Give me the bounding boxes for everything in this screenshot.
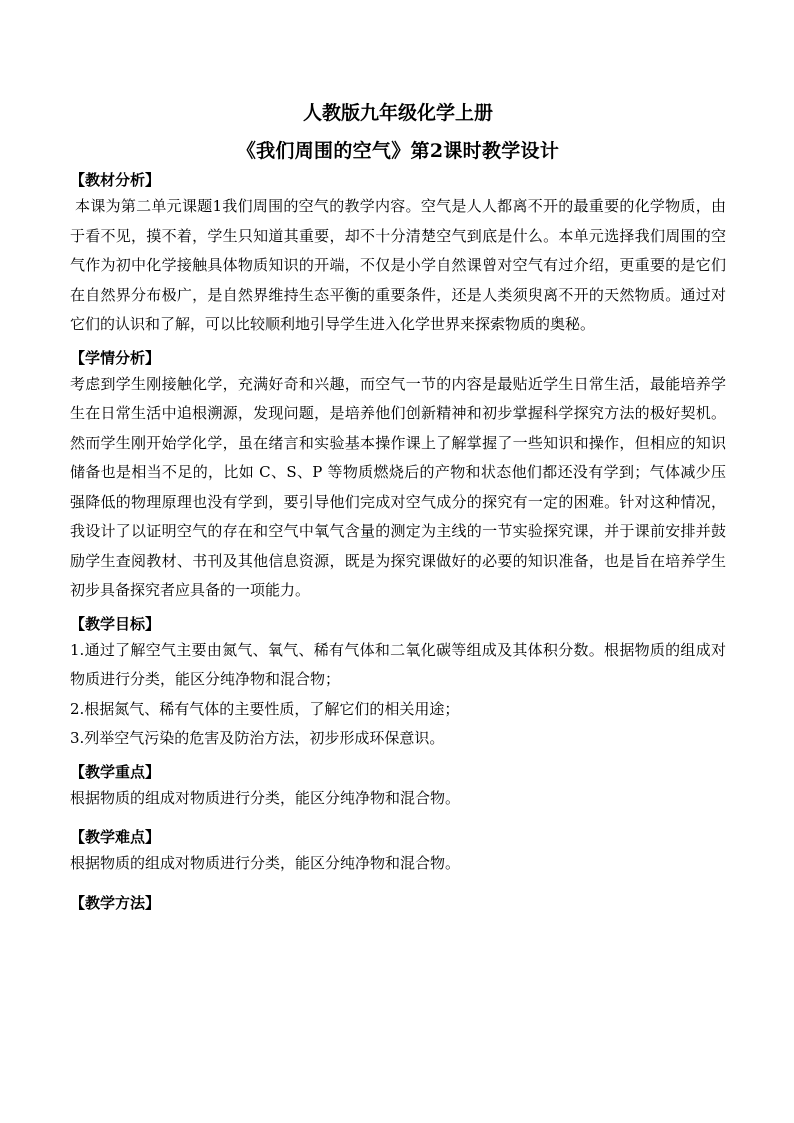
objective-item: 1.通过了解空气主要由氮气、氧气、稀有气体和二氧化碳等组成及其体积分数。根据物质的组成对物质进行分类，能区分纯净物和混合物； [70,640,726,688]
section-heading-difficulties: 【教学难点】 [70,828,161,846]
section-heading-material: 【教材分析】 [70,171,161,189]
section-text-key-points: 根据物质的组成对物质进行分类，能区分纯净物和混合物。 [70,788,461,807]
section-heading-students: 【学情分析】 [70,348,161,367]
section-difficulties [70,825,726,879]
section-material-analysis [70,168,726,340]
document-content [70,100,726,915]
section-key-points [70,760,726,814]
document-subtitle: 《我们周围的空气》第2课时教学设计 [236,140,560,162]
section-heading-methods: 【教学方法】 [70,893,161,912]
section-text-students: 考虑到学生刚接触化学，充满好奇和兴趣，而空气一节的内容是最贴近学生日常生活，最能培养学生在日常生活中追根溯源，发现问题，是培养他们创新精神和初步掌握科学探究方法的极好契机。然而学生刚开始学化学，虽在绪言和实验基本操作课上了解掌握了一些知识和操作，但相应的知识储备也是相当不足的，比如 C、S、P 等物质燃烧后的产物和状态他们都还没有学到；气体减少压强降低的物理原理也没有学到，要引导他们完成对空气成分的探究有一定的困难。针对这种情况，我设计了以证明空气的存在和空气中氧气含量的测定为主线的一节实验探究课，并于课前安排并鼓励学生查阅教材、书刊及其他信息资源，既是为探究课做好的必要的知识准备，也是旨在培养学生初步具备探究者应具备的一项能力。 [70,374,726,599]
section-teaching-objectives [70,612,726,754]
section-heading-key-points: 【教学重点】 [70,762,161,781]
section-student-analysis [70,346,726,606]
document-title: 人教版九年级化学上册 [302,102,493,124]
section-text-difficulties: 根据物质的组成对物质进行分类，能区分纯净物和混合物。 [70,854,461,872]
section-heading-objectives: 【教学目标】 [70,614,161,633]
section-text-material: 本课为第二单元课题1我们周围的空气的教学内容。空气是人人都离不开的最重要的化学物质，由于看不见，摸不着，学生只知道其重要，却不十分清楚空气到底是什么。本单元选择我们周围的空气作为初中化学接触具体物质知识的开端，不仅是小学自然课曾对空气有过介绍，更重要的是它们在自然界分布极广，是自然界维持生态平衡的重要条件，还是人类须臾离不开的天然物质。通过对它们的认识和了解，可以比较顺利地引导学生进入化学世界来探索物质的奥秘。 [70,197,726,333]
objective-item: 3.列举空气污染的危害及防治方法，初步形成环保意识。 [70,729,445,747]
objective-item: 2.根据氮气、稀有气体的主要性质，了解它们的相关用途； [70,699,460,718]
section-teaching-methods [70,891,726,915]
